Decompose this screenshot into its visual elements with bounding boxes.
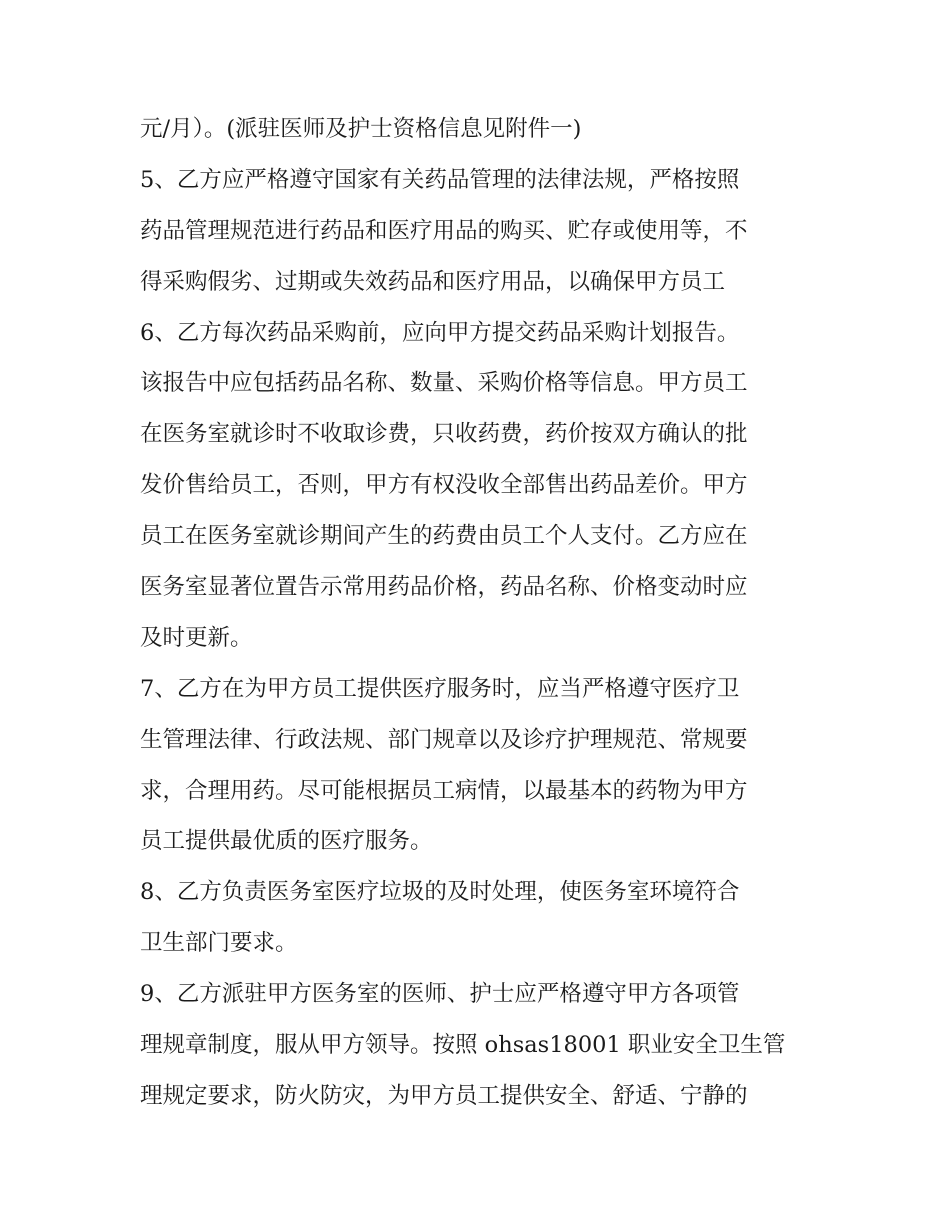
text-line: 医务室显著位置告示常用药品价格，药品名称、价格变动时应 [140, 574, 748, 601]
text-line: 生管理法律、行政法规、部门规章以及诊疗护理规范、常规要 [140, 726, 748, 753]
text-line: 员工提供最优质的医疗服务。 [140, 828, 433, 855]
text-line: 7、乙方在为甲方员工提供医疗服务时，应当严格遵守医疗卫 [140, 675, 740, 702]
text-line: 发价售给员工，否则，甲方有权没收全部售出药品差价。甲方 [140, 472, 748, 499]
text-line: 及时更新。 [140, 624, 253, 651]
text-line: 元/月）。(派驻医师及护士资格信息见附件一) [140, 116, 582, 142]
text-line: 5、乙方应严格遵守国家有关药品管理的法律法规，严格按照 [140, 166, 740, 193]
text-line: 卫生部门要求。 [140, 930, 298, 957]
text-line: 9、乙方派驻甲方医务室的医师、护士应严格遵守甲方各项管 [140, 981, 740, 1008]
text-line: 理规定要求，防火防灾，为甲方员工提供安全、舒适、宁静的 [140, 1082, 748, 1109]
text-line: 该报告中应包括药品名称、数量、采购价格等信息。甲方员工 [140, 370, 748, 397]
text-line: 6、乙方每次药品采购前，应向甲方提交药品采购计划报告。 [140, 319, 740, 346]
text-line: 理规章制度，服从甲方领导。按照 ohsas18001 职业安全卫生管 [140, 1032, 786, 1059]
text-line: 求，合理用药。尽可能根据员工病情，以最基本的药物为甲方 [140, 777, 748, 804]
text-line: 在医务室就诊时不收取诊费，只收药费，药价按双方确认的批 [140, 421, 748, 448]
document-body [140, 104, 815, 1122]
text-line: 员工在医务室就诊期间产生的药费由员工个人支付。乙方应在 [140, 523, 748, 550]
text-line: 8、乙方负责医务室医疗垃圾的及时处理，使医务室环境符合 [140, 879, 740, 906]
text-line: 得采购假劣、过期或失效药品和医疗用品，以确保甲方员工 [140, 268, 726, 295]
text-line: 药品管理规范进行药品和医疗用品的购买、贮存或使用等，不 [140, 217, 748, 244]
